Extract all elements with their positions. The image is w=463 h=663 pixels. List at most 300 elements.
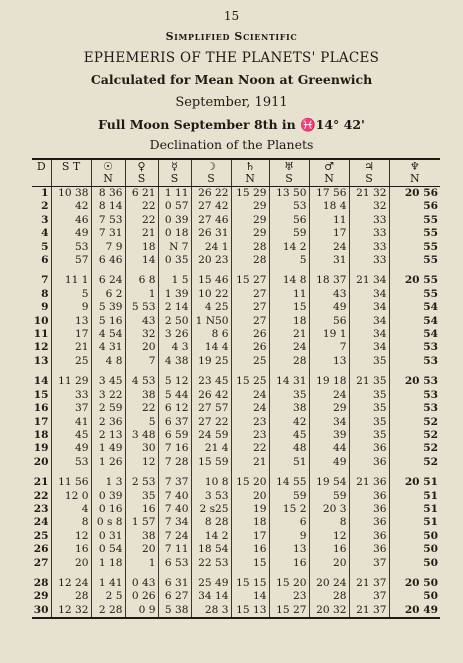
table-cell: 42 [51, 200, 91, 213]
table-cell: 21 [125, 227, 158, 240]
table-cell: 33 [349, 227, 389, 240]
table-cell: 22 53 [191, 557, 231, 570]
table-cell: 23 [231, 416, 269, 429]
table-cell: 8 [309, 516, 349, 529]
table-cell: 51 [389, 516, 440, 529]
day-cell: 10 [33, 314, 49, 327]
table-cell: 4 25 [191, 301, 231, 314]
table-cell: 53 [51, 456, 91, 469]
table-cell: 20 56 [389, 187, 440, 201]
table-cell: 23 [231, 429, 269, 442]
table-cell: 43 [125, 315, 158, 328]
table-cell: 6 8 [125, 267, 158, 287]
column-symbol: D [32, 159, 51, 173]
day-cell: 16 [33, 402, 49, 415]
table-row [32, 288, 440, 301]
table-cell: 12 0 [51, 490, 91, 503]
table-cell: 1 [125, 288, 158, 301]
table-cell: 32 [349, 200, 389, 213]
day-cell: 9 [41, 301, 49, 314]
table-cell: 1 3 [91, 469, 125, 489]
table-cell: 55 [389, 241, 440, 254]
table-cell: 18 [125, 241, 158, 254]
day-cell: 2 [41, 200, 49, 213]
table-row [32, 469, 440, 489]
table-cell: 33 [349, 214, 389, 227]
table-cell: 3 45 [91, 368, 125, 388]
table-row [32, 543, 440, 556]
table-cell: 14 [231, 590, 269, 603]
table-cell: 50 [389, 530, 440, 543]
table-cell: 17 [51, 328, 91, 341]
table-cell: 0 26 [125, 590, 158, 603]
table-cell: 38 [125, 530, 158, 543]
column-symbol: ☽ [191, 159, 231, 173]
table-cell: 1 11 [158, 187, 191, 201]
column-direction: N [309, 173, 349, 187]
table-cell: 27 [231, 315, 269, 328]
table-cell: 21 [51, 341, 91, 354]
table-cell: 20 32 [309, 604, 349, 618]
table-cell: 6 [269, 516, 309, 529]
table-cell: 36 [349, 490, 389, 503]
table-cell: 54 [389, 301, 440, 314]
column-direction: S [191, 173, 231, 187]
table-cell: 11 56 [51, 469, 91, 489]
table-cell: 36 [349, 543, 389, 556]
table-cell: 54 [389, 315, 440, 328]
table-cell: 7 11 [158, 543, 191, 556]
table-cell: 14 31 [269, 368, 309, 388]
table-cell: 34 [349, 341, 389, 354]
table-cell: 10 38 [51, 187, 91, 201]
table-row [32, 416, 440, 429]
table-cell: 23 [269, 590, 309, 603]
day-cell: 27 [33, 556, 49, 569]
table-cell: 6 59 [158, 429, 191, 442]
table-cell: 41 [51, 416, 91, 429]
table-cell: 1 [125, 557, 158, 570]
day-cell: 20 [33, 455, 49, 468]
table-cell: 13 [51, 315, 91, 328]
table-cell: 50 [389, 590, 440, 603]
table-cell: 9 [51, 301, 91, 314]
table-cell: 24 [309, 389, 349, 402]
table-cell: 0 35 [158, 254, 191, 267]
table-cell: 33 [349, 254, 389, 267]
table-cell: 26 [231, 328, 269, 341]
table-cell: 21 [231, 456, 269, 469]
calculation-note: Calculated for Mean Noon at Greenwich [90, 72, 373, 87]
table-cell: 50 [389, 543, 440, 556]
table-cell: 15 20 [269, 570, 309, 590]
table-cell: 49 [309, 301, 349, 314]
table-cell: 15 2 [269, 503, 309, 516]
table-cell: 21 4 [191, 442, 231, 455]
table-cell: 52 [389, 429, 440, 442]
table-cell: 29 [231, 227, 269, 240]
table-cell: 16 [309, 543, 349, 556]
table-cell: 8 14 [91, 200, 125, 213]
table-cell: 3 26 [158, 328, 191, 341]
table-cell: 12 [51, 530, 91, 543]
table-cell: 19 54 [309, 469, 349, 489]
day-cell: 13 [33, 354, 49, 367]
table-cell: 18 [269, 315, 309, 328]
table-cell: 15 15 [231, 570, 269, 590]
table-cell: 17 [231, 530, 269, 543]
table-cell: 26 [231, 341, 269, 354]
table-cell: 37 [349, 590, 389, 603]
table-cell: 0 39 [158, 214, 191, 227]
table-cell: 5 39 [91, 301, 125, 314]
table-cell: 7 53 [91, 214, 125, 227]
table-cell: 13 [309, 355, 349, 368]
table-cell: 35 [349, 355, 389, 368]
table-cell: 28 [269, 355, 309, 368]
day-cell: 23 [33, 502, 49, 515]
table-cell: 0 9 [125, 604, 158, 618]
table-cell: 21 34 [349, 267, 389, 287]
table-cell: 2 14 [158, 301, 191, 314]
table-cell: 8 28 [191, 516, 231, 529]
table-cell: 53 [389, 402, 440, 415]
table-cell: 6 24 [91, 267, 125, 287]
table-cell: 5 [51, 288, 91, 301]
table-cell: 7 [125, 355, 158, 368]
column-symbol: ☿ [158, 159, 191, 173]
table-cell: 34 [349, 288, 389, 301]
table-cell: 7 40 [158, 490, 191, 503]
page-title: EPHEMERIS OF THE PLANETS' PLACES [83, 50, 380, 66]
table-row [32, 254, 440, 267]
table-cell: 8 36 [91, 187, 125, 201]
table-cell: 57 [51, 254, 91, 267]
table-cell: 50 [389, 557, 440, 570]
table-row [32, 402, 440, 415]
table-cell: 1 N50 [191, 315, 231, 328]
day-cell: 7 [41, 274, 49, 287]
table-cell: 25 [231, 355, 269, 368]
table-cell: 5 12 [158, 368, 191, 388]
table-cell: 10 22 [191, 288, 231, 301]
table-cell: 7 [309, 341, 349, 354]
table-row [32, 227, 440, 240]
table-cell: 28 [51, 590, 91, 603]
table-cell: 6 31 [158, 570, 191, 590]
table-cell: 9 [269, 530, 309, 543]
table-cell: 6 2 [91, 288, 125, 301]
table-cell: 15 20 [231, 469, 269, 489]
table-cell: 52 [389, 456, 440, 469]
table-cell: 36 [349, 516, 389, 529]
declination-table [32, 158, 440, 619]
table-cell: 34 [309, 416, 349, 429]
table-cell: 2 36 [91, 416, 125, 429]
table-cell: 20 24 [309, 570, 349, 590]
table-cell: 35 [125, 490, 158, 503]
table-cell: 42 [269, 416, 309, 429]
table-cell: 36 [349, 442, 389, 455]
table-cell: 29 [231, 214, 269, 227]
table-cell: 2 s25 [191, 503, 231, 516]
table-cell: 36 [349, 456, 389, 469]
table-cell: 32 [125, 328, 158, 341]
column-direction: S [125, 173, 158, 187]
table-cell: 1 18 [91, 557, 125, 570]
table-cell: 22 [231, 442, 269, 455]
table-cell: 15 46 [191, 267, 231, 287]
day-cell: 11 [33, 328, 49, 341]
full-moon-note: Full Moon September 8th in ♓14° 42' [98, 117, 365, 132]
table-cell: 21 [269, 328, 309, 341]
table-cell: 30 [125, 442, 158, 455]
table-cell: 53 [51, 241, 91, 254]
table-cell: 46 [51, 214, 91, 227]
table-cell: 26 42 [191, 389, 231, 402]
table-cell: 8 [51, 516, 91, 529]
table-cell: 53 [389, 355, 440, 368]
table-cell: 39 [309, 429, 349, 442]
table-cell: 15 [269, 301, 309, 314]
table-cell: 33 [349, 241, 389, 254]
table-cell: 5 38 [158, 604, 191, 618]
table-cell: 13 [269, 543, 309, 556]
table-cell: 21 37 [349, 570, 389, 590]
table-cell: 34 [349, 328, 389, 341]
table-cell: 55 [389, 254, 440, 267]
table-cell: 45 [51, 429, 91, 442]
table-cell: 56 [389, 200, 440, 213]
table-cell: 7 24 [158, 530, 191, 543]
table-cell: 28 [231, 241, 269, 254]
table-cell: 59 [309, 490, 349, 503]
table-row [32, 570, 440, 590]
table-cell: 25 49 [191, 570, 231, 590]
table-cell: 19 1 [309, 328, 349, 341]
table-cell: 17 56 [309, 187, 349, 201]
table-row [32, 503, 440, 516]
table-cell: 15 13 [231, 604, 269, 618]
table-row [32, 368, 440, 388]
table-cell: 24 [231, 389, 269, 402]
table-cell: 20 [51, 557, 91, 570]
day-cell: 14 [33, 375, 49, 388]
column-symbol: ☉ [91, 159, 125, 173]
table-cell: 16 [51, 543, 91, 556]
table-body [32, 187, 440, 619]
series-title: Simplified Scientific [165, 30, 298, 43]
table-cell: 24 1 [191, 241, 231, 254]
table-cell: 0 18 [158, 227, 191, 240]
day-cell: 29 [33, 590, 49, 603]
table-cell: 7 28 [158, 456, 191, 469]
table-cell: 29 [309, 402, 349, 415]
table-cell: 0 54 [91, 543, 125, 556]
table-cell: 3 53 [191, 490, 231, 503]
table-cell: 6 53 [158, 557, 191, 570]
table-cell: 52 [389, 442, 440, 455]
table-cell: 37 [51, 402, 91, 415]
table-row [32, 187, 440, 201]
table-row [32, 315, 440, 328]
table-cell: 2 50 [158, 315, 191, 328]
table-cell: 6 12 [158, 402, 191, 415]
table-cell: 16 [231, 543, 269, 556]
table-cell: 35 [349, 416, 389, 429]
table-cell: 21 37 [349, 604, 389, 618]
table-cell: 3 22 [91, 389, 125, 402]
table-cell: 51 [389, 490, 440, 503]
table-cell: 18 [231, 516, 269, 529]
day-cell: 24 [33, 516, 49, 529]
table-cell: 0 31 [91, 530, 125, 543]
table-cell: 7 37 [158, 469, 191, 489]
table-cell: 20 [125, 341, 158, 354]
table-cell: 4 8 [91, 355, 125, 368]
table-cell: 6 46 [91, 254, 125, 267]
day-cell: 8 [41, 287, 49, 300]
table-cell: 15 59 [191, 456, 231, 469]
column-direction [51, 173, 91, 187]
table-cell: 17 [309, 227, 349, 240]
table-cell: 6 27 [158, 590, 191, 603]
table-cell: 33 [51, 389, 91, 402]
table-cell: 15 29 [231, 187, 269, 201]
table-cell: 43 [309, 288, 349, 301]
table-cell: 34 14 [191, 590, 231, 603]
table-cell: 20 49 [389, 604, 440, 618]
table-cell: 51 [269, 456, 309, 469]
table-cell: 2 13 [91, 429, 125, 442]
table-row [32, 267, 440, 287]
table-cell: N 7 [158, 241, 191, 254]
column-symbol: ♅ [269, 159, 309, 173]
table-row [32, 301, 440, 314]
table-cell: 18 54 [191, 543, 231, 556]
table-cell: 10 8 [191, 469, 231, 489]
table-cell: 1 57 [125, 516, 158, 529]
table-cell: 53 [269, 200, 309, 213]
table-cell: 0 57 [158, 200, 191, 213]
table-cell: 7 9 [91, 241, 125, 254]
table-cell: 13 50 [269, 187, 309, 201]
column-direction [32, 173, 51, 187]
table-cell: 1 26 [91, 456, 125, 469]
table-cell: 4 3 [158, 341, 191, 354]
table-cell: 2 5 [91, 590, 125, 603]
table-cell: 53 [389, 389, 440, 402]
table-cell: 29 [231, 200, 269, 213]
column-direction: N [389, 173, 440, 187]
table-cell: 1 49 [91, 442, 125, 455]
table-cell: 36 [349, 530, 389, 543]
table-cell: 54 [389, 328, 440, 341]
column-direction: S [269, 173, 309, 187]
table-row [32, 604, 440, 618]
table-cell: 53 [389, 341, 440, 354]
table-cell: 5 [125, 416, 158, 429]
table-cell: 48 [269, 442, 309, 455]
table-cell: 31 [309, 254, 349, 267]
table-cell: 14 2 [269, 241, 309, 254]
day-cell: 21 [33, 476, 49, 489]
table-row [32, 241, 440, 254]
table-cell: 18 4 [309, 200, 349, 213]
table-cell: 8 6 [191, 328, 231, 341]
table-row [32, 516, 440, 529]
table-row [32, 490, 440, 503]
table-cell: 38 [125, 389, 158, 402]
table-cell: 59 [269, 227, 309, 240]
table-cell: 15 27 [269, 604, 309, 618]
table-cell: 12 [309, 530, 349, 543]
table-cell: 1 39 [158, 288, 191, 301]
table-cell: 12 32 [51, 604, 91, 618]
table-cell: 5 44 [158, 389, 191, 402]
table-cell: 28 [309, 590, 349, 603]
table-cell: 15 25 [231, 368, 269, 388]
table-cell: 15 27 [231, 267, 269, 287]
table-cell: 34 [349, 301, 389, 314]
column-direction: S [158, 173, 191, 187]
table-cell: 49 [309, 456, 349, 469]
table-cell: 35 [349, 429, 389, 442]
table-cell: 23 45 [191, 368, 231, 388]
table-cell: 26 31 [191, 227, 231, 240]
table-cell: 16 [125, 503, 158, 516]
table-cell: 49 [51, 227, 91, 240]
table-cell: 59 [269, 490, 309, 503]
table-cell: 4 31 [91, 341, 125, 354]
day-cell: 26 [33, 543, 49, 556]
table-row [32, 389, 440, 402]
table-cell: 18 37 [309, 267, 349, 287]
table-cell: 27 [231, 288, 269, 301]
table-cell: 2 28 [91, 604, 125, 618]
table-cell: 56 [269, 214, 309, 227]
column-symbol: ♆ [389, 159, 440, 173]
planet-symbol-row [32, 159, 440, 173]
table-cell: 56 [309, 315, 349, 328]
day-cell: 17 [33, 415, 49, 428]
day-cell: 3 [41, 213, 49, 226]
table-cell: 20 3 [309, 503, 349, 516]
table-row [32, 456, 440, 469]
day-cell: 4 [41, 227, 49, 240]
table-cell: 12 24 [51, 570, 91, 590]
table-cell: 19 25 [191, 355, 231, 368]
table-cell: 0 39 [91, 490, 125, 503]
table-cell: 44 [309, 442, 349, 455]
table-cell: 35 [269, 389, 309, 402]
column-symbol: ♀ [125, 159, 158, 173]
table-cell: 14 8 [269, 267, 309, 287]
table-cell: 11 29 [51, 368, 91, 388]
table-cell: 25 [51, 355, 91, 368]
table-cell: 52 [389, 416, 440, 429]
table-cell: 19 [231, 503, 269, 516]
table-cell: 16 [269, 557, 309, 570]
table-cell: 38 [269, 402, 309, 415]
table-cell: 24 [269, 341, 309, 354]
table-cell: 6 37 [158, 416, 191, 429]
table-cell: 22 [125, 214, 158, 227]
table-cell: 51 [389, 503, 440, 516]
table-cell: 19 18 [309, 368, 349, 388]
table-cell: 20 [231, 490, 269, 503]
column-symbol: ♃ [349, 159, 389, 173]
